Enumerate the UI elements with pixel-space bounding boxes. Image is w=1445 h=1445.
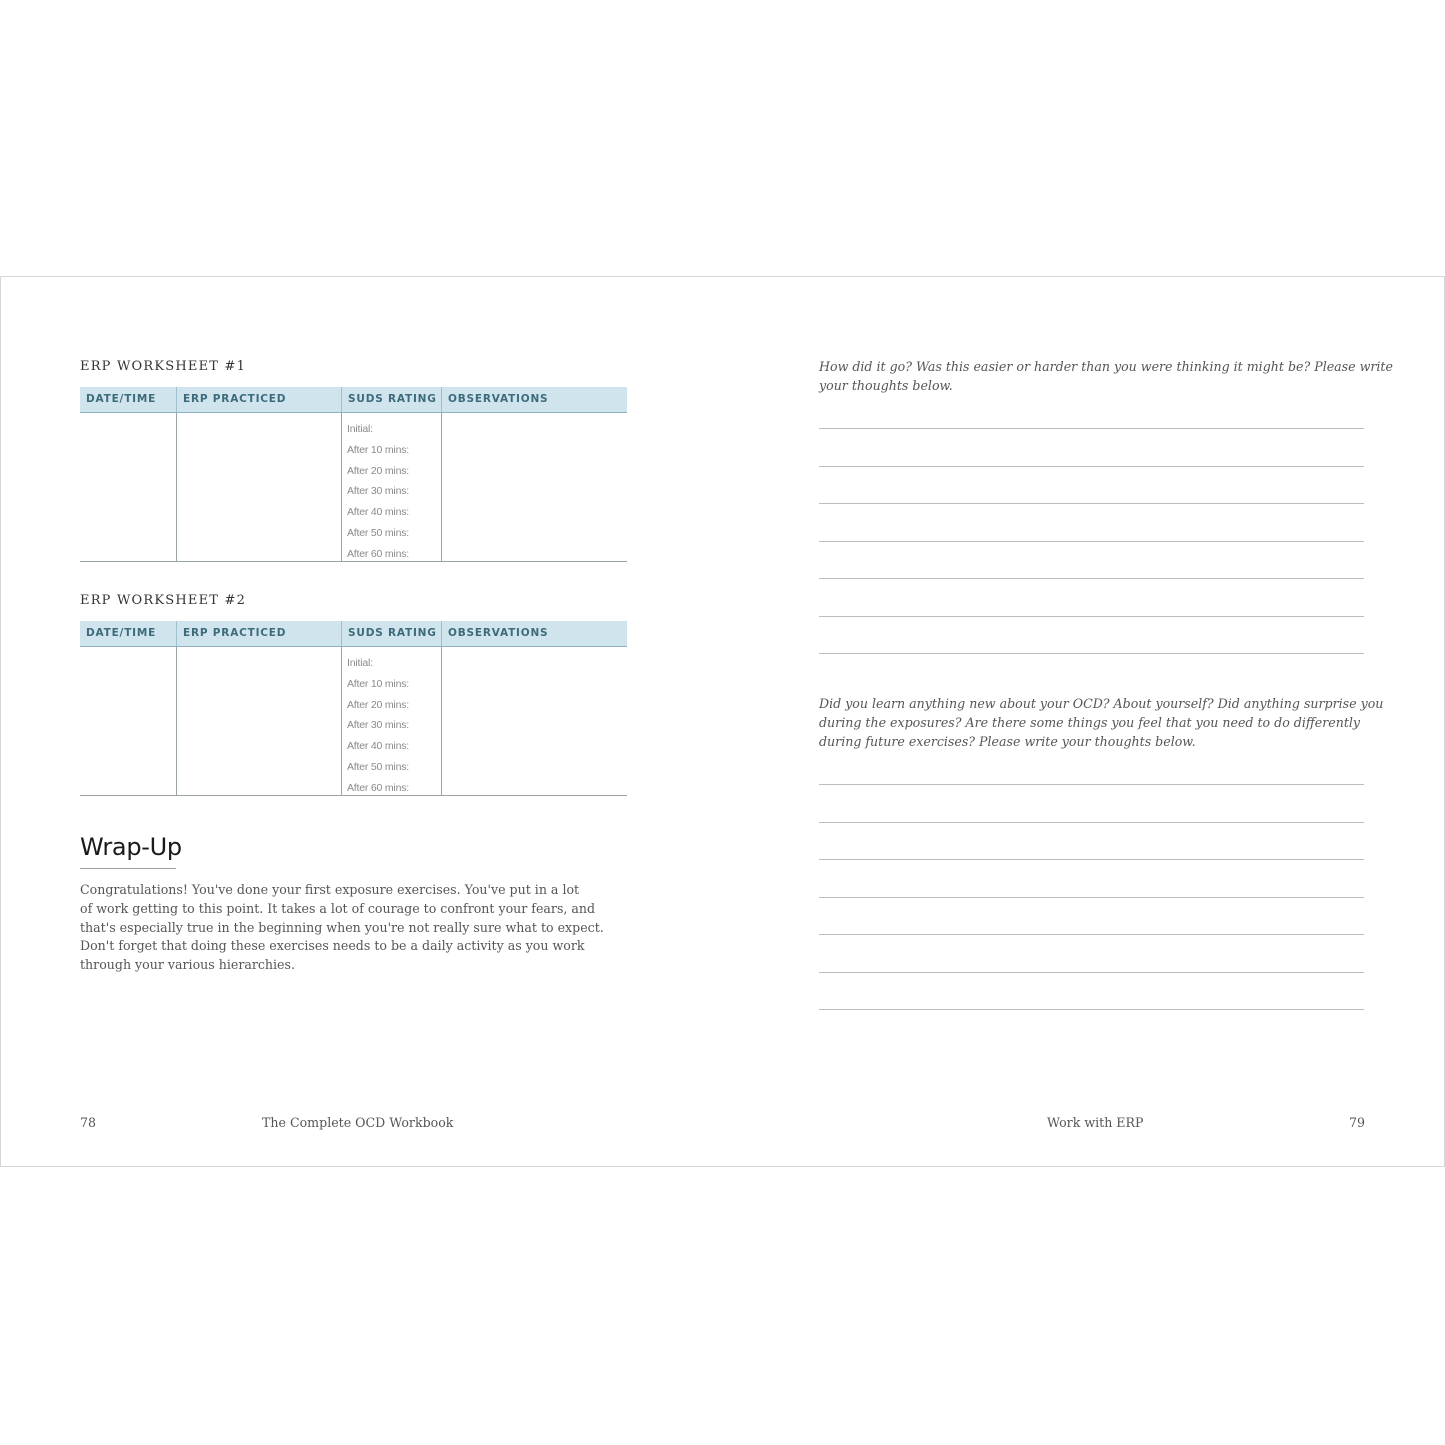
suds-entry: After 30 mins:: [347, 719, 409, 732]
writing-line[interactable]: [819, 503, 1364, 504]
writing-line[interactable]: [819, 972, 1364, 973]
suds-entry: After 30 mins:: [347, 485, 409, 498]
writing-line[interactable]: [819, 897, 1364, 898]
erp-practiced-cell: [176, 647, 341, 795]
date-time-cell: [80, 647, 176, 795]
suds-entry: After 40 mins:: [347, 506, 409, 519]
header-observations: OBSERVATIONS: [441, 387, 627, 412]
prompt-line: during the exposures? Are there some things you feel that you need to do differently: [819, 714, 1361, 730]
reflection-prompt-2: [819, 695, 1384, 751]
writing-line[interactable]: [819, 822, 1364, 823]
wrap-up-paragraph: [80, 881, 604, 975]
writing-line[interactable]: [819, 859, 1364, 860]
suds-rating-cell: [341, 647, 441, 795]
suds-entry: After 10 mins:: [347, 677, 409, 690]
page-number-left: 78: [80, 1115, 97, 1130]
paragraph-line: that's especially true in the beginning when you're not really sure what to expect.: [80, 919, 604, 935]
paragraph-line: Don't forget that doing these exercises needs to be a daily activity as you work: [80, 938, 585, 954]
writing-line[interactable]: [819, 616, 1364, 617]
header-observations: OBSERVATIONS: [441, 621, 627, 646]
suds-entry: After 50 mins:: [347, 760, 409, 773]
header-erp-practiced: ERP PRACTICED: [176, 387, 341, 412]
observations-cell: [441, 413, 627, 561]
suds-entry: Initial:: [347, 423, 373, 435]
observations-cell: [441, 647, 627, 795]
suds-entry: After 20 mins:: [347, 698, 409, 711]
writing-line[interactable]: [819, 428, 1364, 429]
writing-line[interactable]: [819, 784, 1364, 785]
suds-entry: After 20 mins:: [347, 464, 409, 477]
left-page: [1, 277, 723, 1166]
worksheet-1-body-row: [80, 413, 627, 561]
running-head-right: Work with ERP: [1047, 1115, 1144, 1130]
writing-line[interactable]: [819, 653, 1364, 654]
header-date-time: DATE/TIME: [86, 393, 157, 405]
suds-entry: After 40 mins:: [347, 740, 409, 753]
wrap-up-underline: [80, 868, 176, 869]
suds-entry: After 60 mins:: [347, 547, 409, 560]
worksheet-1-header-row: [80, 387, 627, 413]
paragraph-line: through your various hierarchies.: [80, 957, 295, 973]
worksheet-2-table: [80, 621, 627, 796]
suds-entry: Initial:: [347, 657, 373, 669]
paragraph-line: Congratulations! You've done your first exposure exercises. You've put in a lot: [80, 882, 580, 897]
writing-line[interactable]: [819, 578, 1364, 579]
header-suds-rating: SUDS RATING: [341, 621, 441, 646]
book-spread: [0, 276, 1445, 1167]
prompt-line: How did it go? Was this easier or harder than you were thinking it might be? Please write: [819, 359, 1393, 374]
paragraph-line: of work getting to this point. It takes a lot of courage to confront your fears, and: [80, 900, 596, 916]
prompt-line: your thoughts below.: [819, 377, 953, 393]
writing-line[interactable]: [819, 1009, 1364, 1010]
suds-entry: After 10 mins:: [347, 443, 409, 456]
suds-entry: After 50 mins:: [347, 526, 409, 539]
suds-entry: After 60 mins:: [347, 781, 409, 794]
writing-line[interactable]: [819, 541, 1364, 542]
writing-line[interactable]: [819, 934, 1364, 935]
prompt-line: during future exercises? Please write your thoughts below.: [819, 733, 1196, 749]
worksheet-2-header-row: [80, 621, 627, 647]
date-time-cell: [80, 413, 176, 561]
header-date-time: DATE/TIME: [86, 627, 157, 639]
suds-entry-list: [342, 647, 441, 799]
worksheet-1-table: [80, 387, 627, 562]
running-head-left: The Complete OCD Workbook: [262, 1115, 454, 1130]
header-erp-practiced: ERP PRACTICED: [176, 621, 341, 646]
reflection-prompt-1: [819, 358, 1393, 396]
writing-line[interactable]: [819, 466, 1364, 467]
suds-rating-cell: [341, 413, 441, 561]
worksheet-2-body-row: [80, 647, 627, 795]
suds-entry-list: [342, 413, 441, 565]
prompt-line: Did you learn anything new about your OCD? About yourself? Did anything surprise you: [819, 696, 1384, 711]
worksheet-1-title: ERP WORKSHEET #1: [80, 359, 247, 374]
wrap-up-heading: Wrap-Up: [80, 833, 182, 861]
worksheet-2-title: ERP WORKSHEET #2: [80, 593, 247, 608]
right-page: [723, 277, 1444, 1166]
header-suds-rating: SUDS RATING: [341, 387, 441, 412]
erp-practiced-cell: [176, 413, 341, 561]
page-number-right: 79: [1349, 1115, 1366, 1130]
